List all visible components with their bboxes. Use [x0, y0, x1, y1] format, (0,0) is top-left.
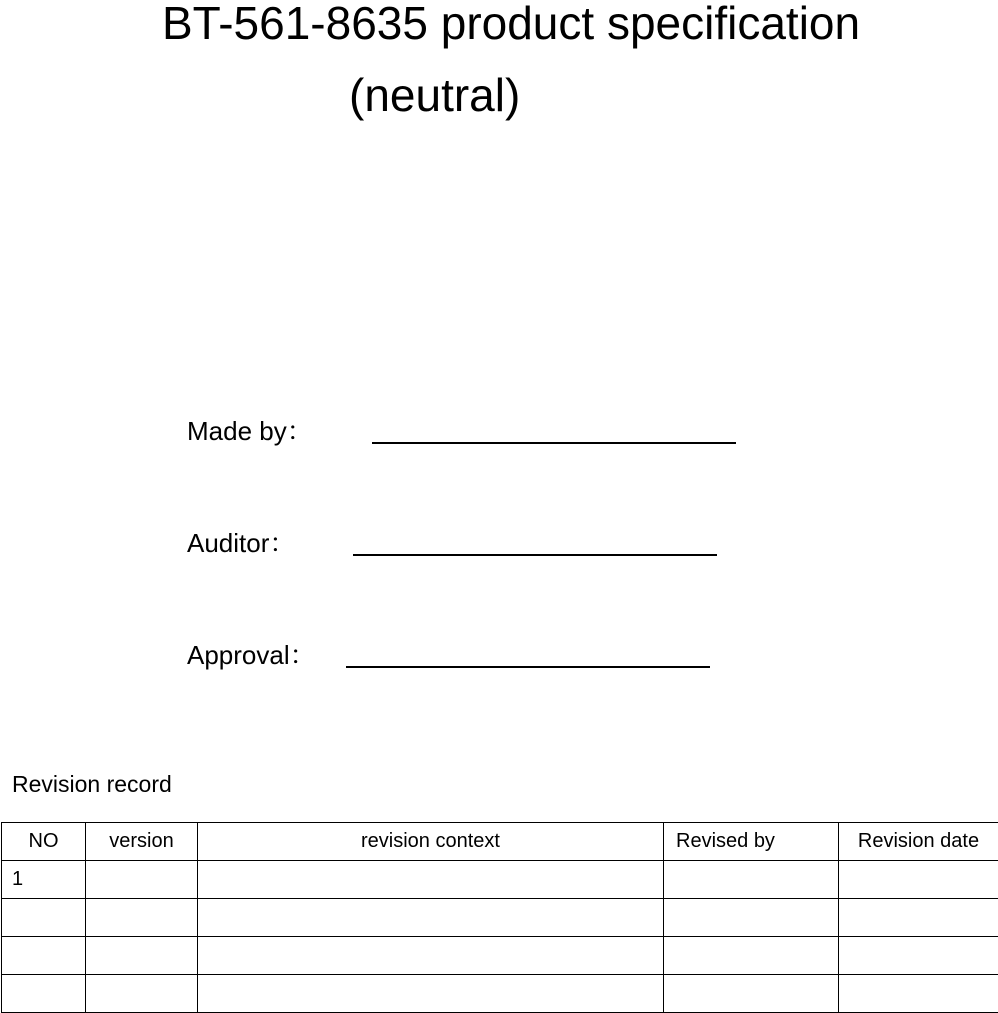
table-cell — [198, 899, 664, 937]
table-cell — [839, 861, 998, 899]
table-row — [2, 861, 998, 899]
table-row — [2, 975, 998, 1013]
table-cell — [664, 975, 839, 1013]
table-cell — [839, 899, 998, 937]
made-by-signature-line — [372, 442, 736, 444]
revision-record-table — [1, 822, 998, 1013]
table-cell — [86, 899, 198, 937]
table-cell — [86, 861, 198, 899]
column-header-version: version — [86, 823, 198, 861]
table-row — [2, 937, 998, 975]
auditor-signature-line — [353, 554, 717, 556]
revision-record-heading: Revision record — [12, 771, 172, 797]
table-cell — [198, 861, 664, 899]
table-cell: 1 — [2, 861, 86, 899]
table-cell — [198, 937, 664, 975]
table-cell — [839, 937, 998, 975]
table-row — [2, 899, 998, 937]
column-header-revision-context: revision context — [198, 823, 664, 861]
column-header-no: NO — [2, 823, 86, 861]
column-header-revised-by: Revised by — [664, 823, 839, 861]
table-cell — [2, 975, 86, 1013]
table-cell — [86, 937, 198, 975]
table-cell — [839, 975, 998, 1013]
table-cell — [664, 861, 839, 899]
auditor-label: Auditor： — [187, 528, 296, 558]
made-by-label: Made by： — [187, 416, 313, 446]
document-title: BT-561-8635 product specification — [162, 0, 861, 49]
approval-label: Approval： — [187, 640, 316, 670]
document-subtitle: (neutral) — [349, 69, 521, 121]
table-cell — [664, 937, 839, 975]
table-cell — [2, 899, 86, 937]
approval-signature-line — [346, 666, 710, 668]
table-cell — [2, 937, 86, 975]
column-header-revision-date: Revision date — [839, 823, 998, 861]
table-cell — [86, 975, 198, 1013]
table-cell — [664, 899, 839, 937]
table-cell — [198, 975, 664, 1013]
table-header-row — [2, 823, 998, 861]
